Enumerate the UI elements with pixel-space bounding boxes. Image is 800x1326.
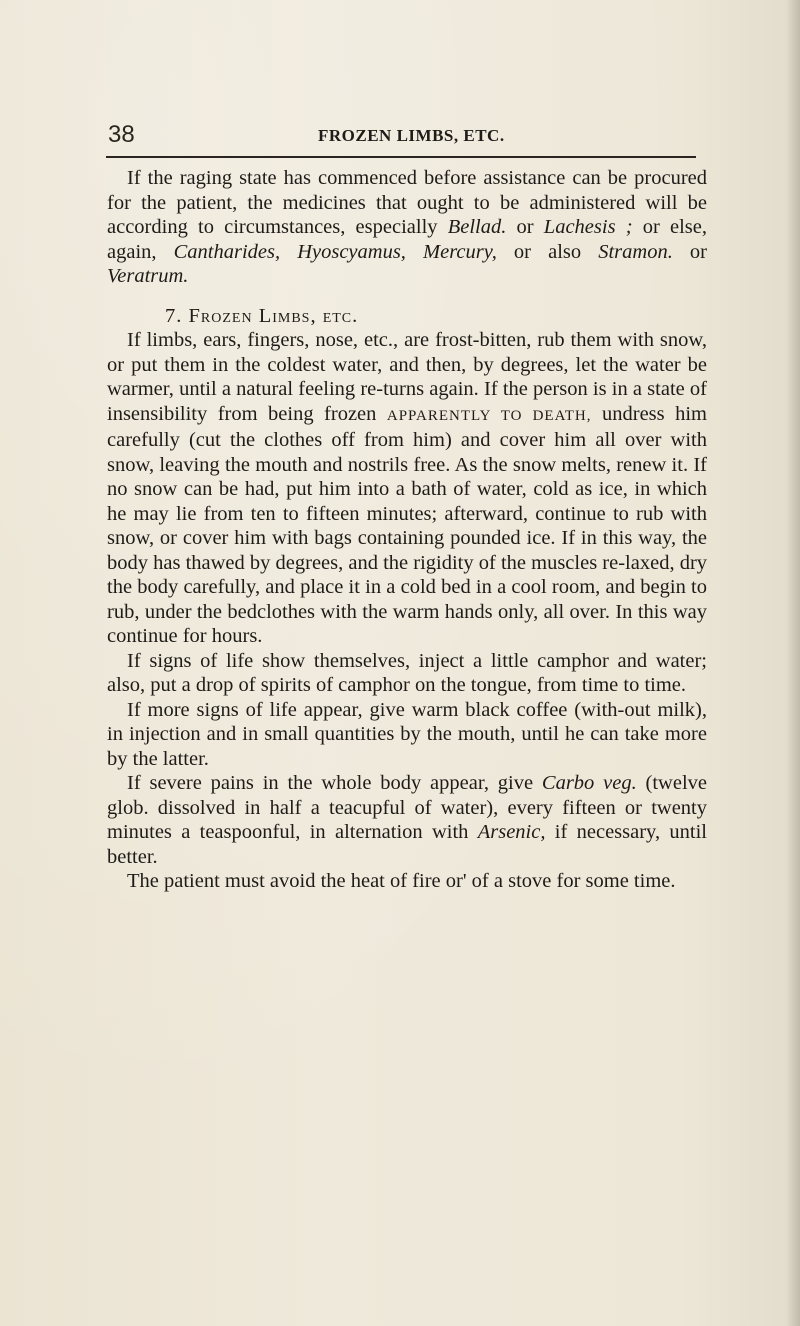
paragraph-frozen-limbs [107,328,707,649]
page-header [108,120,696,150]
paragraph-severe-pains [107,771,707,869]
p4-text-b: (twelve glob. dissolved in half a teacupful of water), every fifteen or twenty minutes a teaspoonful, in alternation with [107,772,707,843]
paragraph-more-signs: If more signs of life appear, give warm black coffee (with-out milk), in injection and in small quantities by the mouth, until he can take more by the latter. [107,698,707,770]
remedy-veratrum: Veratrum. [107,265,189,287]
body-text [107,166,707,894]
remedy-lachesis: Lachesis ; [543,216,633,238]
p4-text-c: if necessary, until better. [107,821,707,868]
intro-paragraph [107,166,707,289]
p1-text-a: If limbs, ears, fingers, nose, etc., are frost-bitten, rub them with snow, or put them in the coldest water, and then, by degrees, let the water be warmer, until a natural feeling re-turns again. If the person is in a state of insensibility from being frozen [107,329,707,425]
remedy-cantharides: Cantharides, Hyoscyamus, Mercury, [173,240,497,263]
intro-text-5: or [672,240,707,263]
remedy-bellad: Bellad. [447,216,507,238]
intro-text-2: or [506,216,544,238]
intro-text-1: If the raging state has commenced before assistance can be procured for the patient, the medicines that ought to be administered will be according to circumstances, especially [107,167,707,238]
running-head: FROZEN LIMBS, ETC. [318,126,505,145]
p4-text-a: If severe pains in the whole body appear, give [127,772,542,794]
paragraph-signs-of-life: If signs of life show themselves, inject a little camphor and water; also, put a drop of spirits of camphor on the tongue, from time to time. [107,649,707,696]
remedy-carbo-veg: Carbo veg. [541,772,637,794]
section-heading [107,304,707,329]
section-number: 7. [165,304,183,327]
p1-text-b: undress him carefully (cut the clothes off from him) and cover him all over with snow, leaving the mouth and nostrils free. As the snow melts, renew it. If no snow can be had, put him into a bath of water, cold as ice, in which he may lie from ten to fifteen minutes; afterward, continue to rub with snow, or cover him with bags containing pounded ice. If in this way, the body has thawed by degrees, and the rigidity of the muscles re-laxed, dry the body carefully, and place it in a cold bed in a cool room, and begin to rub, under the bedclothes with the warm hands only, all over. In this way continue for hours. [107,402,708,647]
intro-text-4: or also [496,240,599,263]
page-number: 38 [108,121,135,148]
remedy-stramon: Stramon. [598,240,673,263]
section-title: Frozen Limbs, etc. [188,304,359,327]
remedy-arsenic: Arsenic, [477,821,546,843]
header-rule [106,156,696,158]
page-edge-shadow [786,0,800,1326]
paragraph-avoid-heat: The patient must avoid the heat of fire or' of a stove for some time. [127,870,676,892]
p1-small-caps: APPARENTLY TO DEATH, [386,407,592,424]
intro-text-3: or else, again, [107,216,708,263]
